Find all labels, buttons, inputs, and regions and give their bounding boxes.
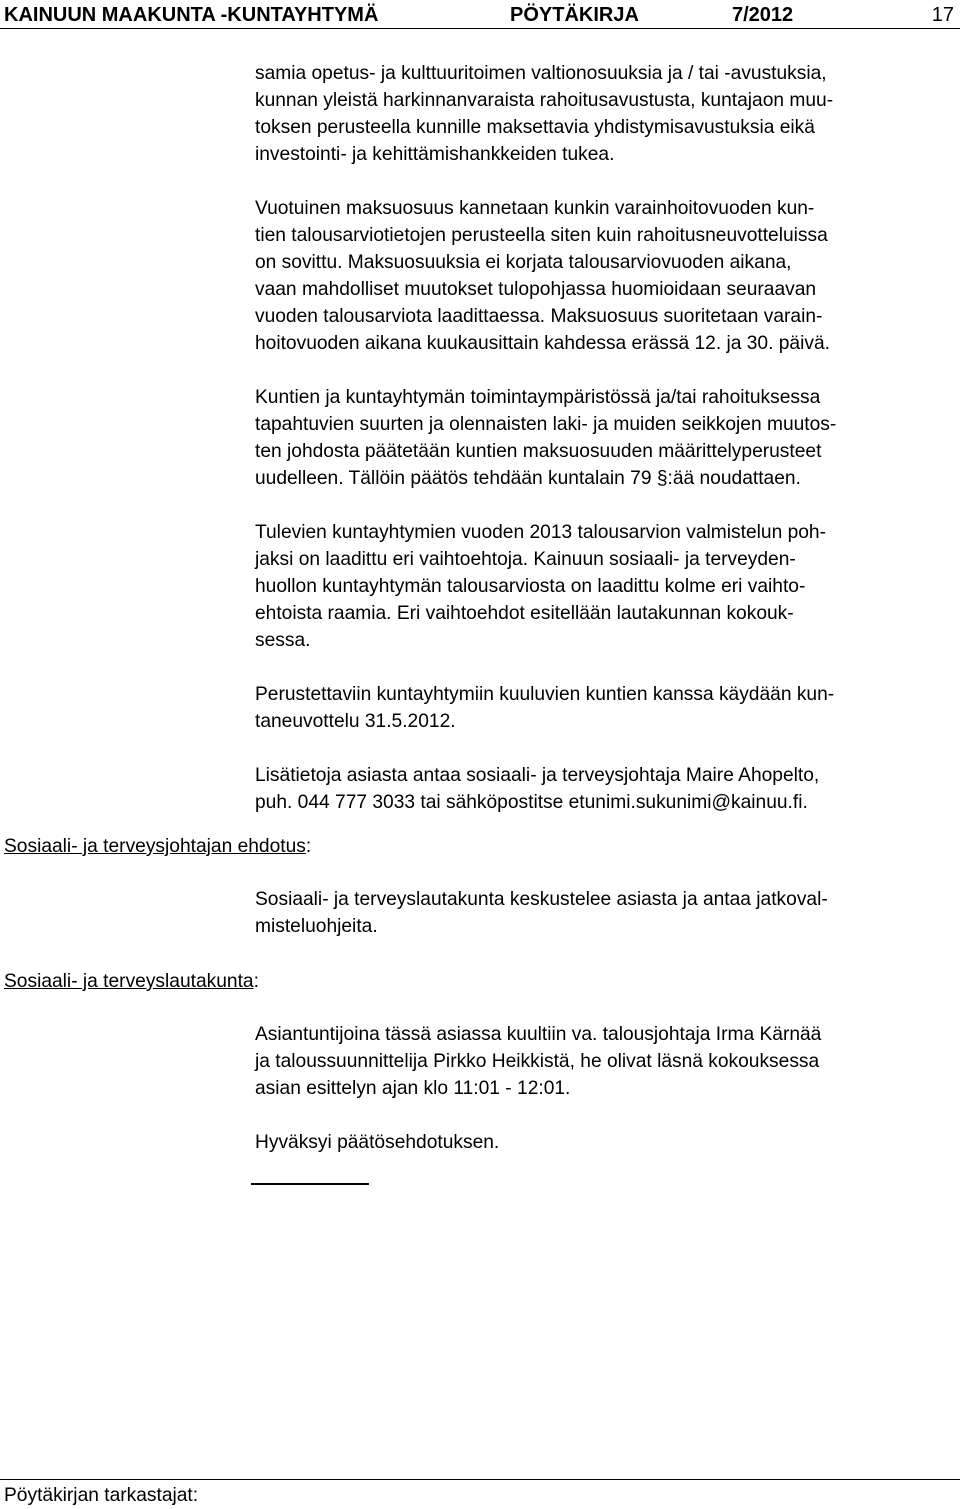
decision-end-line bbox=[251, 1183, 369, 1185]
document-number: 7/2012 bbox=[732, 4, 794, 26]
text-line: tien talousarviotietojen perusteella siten kuin rahoitusneuvotteluissa bbox=[255, 225, 828, 246]
text-line: ja taloussuunnittelija Pirkko Heikkistä, he olivat läsnä kokouksessa bbox=[255, 1051, 820, 1072]
main-text-column bbox=[255, 60, 955, 816]
paragraph-annual-contribution bbox=[255, 195, 955, 357]
text-line: taneuvottelu 31.5.2012. bbox=[255, 711, 456, 732]
page-number: 17 bbox=[931, 4, 954, 26]
text-line: jaksi on laadittu eri vaihtoehtoja. Kainuun sosiaali- ja terveyden- bbox=[255, 549, 796, 570]
text-line: Perustettaviin kuntayhtymiin kuuluvien kuntien kanssa käydään kun- bbox=[255, 684, 835, 705]
text-line: kunnan yleistä harkinnanvaraista rahoitusavustusta, kuntajaon muu- bbox=[255, 90, 834, 111]
proposal-text-column bbox=[255, 886, 955, 940]
text-line: Tulevien kuntayhtymien vuoden 2013 talousarvion valmistelun poh- bbox=[255, 522, 826, 543]
text-line: hoitovuoden aikana kuukausittain kahdessa erässä 12. ja 30. päivä. bbox=[255, 333, 830, 354]
paragraph-decision bbox=[255, 1129, 955, 1156]
paragraph-contact-info bbox=[255, 762, 955, 816]
organization-name: KAINUUN MAAKUNTA -KUNTAYHTYMÄ bbox=[4, 4, 379, 26]
decision-text-column bbox=[255, 1021, 955, 1156]
text-line: Asiantuntijoina tässä asiassa kuultiin va. talousjohtaja Irma Kärnää bbox=[255, 1024, 822, 1045]
board-section-label bbox=[4, 968, 259, 995]
text-line: ten johdosta päätetään kuntien maksuosuuden määrittelyperusteet bbox=[255, 441, 822, 462]
paragraph-environment-changes bbox=[255, 384, 955, 492]
text-line: puh. 044 777 3033 tai sähköpostitse etunimi.sukunimi@kainuu.fi. bbox=[255, 792, 808, 813]
text-line: Lisätietoja asiasta antaa sosiaali- ja terveysjohtaja Maire Ahopelto, bbox=[255, 765, 820, 786]
text-line: misteluohjeita. bbox=[255, 916, 378, 937]
text-line: vaan mahdolliset muutokset tulopohjassa huomioidaan seuraavan bbox=[255, 279, 817, 300]
paragraph-budget-alternatives bbox=[255, 519, 955, 654]
text-line: huollon kuntayhtymän talousarviosta on laadittu kolme eri vaihto- bbox=[255, 576, 806, 597]
paragraph-experts bbox=[255, 1021, 955, 1102]
text-line: sessa. bbox=[255, 630, 311, 651]
text-line: Vuotuinen maksuosuus kannetaan kunkin varainhoitovuoden kun- bbox=[255, 198, 815, 219]
footer-divider bbox=[0, 1479, 960, 1480]
proposal-section-label bbox=[4, 833, 311, 860]
document-type: PÖYTÄKIRJA bbox=[510, 4, 639, 26]
text-line: uudelleen. Tällöin päätös tehdään kuntalain 79 §:ää noudattaen. bbox=[255, 468, 801, 489]
text-line: Sosiaali- ja terveyslautakunta keskustelee asiasta ja antaa jatkoval- bbox=[255, 889, 828, 910]
paragraph-negotiation bbox=[255, 681, 955, 735]
proposal-label-text: Sosiaali- ja terveysjohtajan ehdotus bbox=[4, 836, 306, 857]
text-line: Hyväksyi päätösehdotuksen. bbox=[255, 1132, 500, 1153]
text-line: on sovittu. Maksuosuuksia ei korjata talousarviovuoden aikana, bbox=[255, 252, 792, 273]
minutes-reviewers-label: Pöytäkirjan tarkastajat: bbox=[4, 1485, 199, 1506]
header-divider bbox=[0, 28, 960, 29]
text-line: samia opetus- ja kulttuuritoimen valtionosuuksia ja / tai -avustuksia, bbox=[255, 63, 827, 84]
text-line: Kuntien ja kuntayhtymän toimintaympäristössä ja/tai rahoituksessa bbox=[255, 387, 821, 408]
board-label-text: Sosiaali- ja terveyslautakunta bbox=[4, 971, 254, 992]
text-line: toksen perusteella kunnille maksettavia yhdistymisavustuksia eikä bbox=[255, 117, 815, 138]
text-line: asian esittelyn ajan klo 11:01 - 12:01. bbox=[255, 1078, 571, 1099]
label-colon: : bbox=[253, 971, 259, 992]
label-colon: : bbox=[305, 836, 312, 857]
text-line: vuoden talousarviota laadittaessa. Maksuosuus suoritetaan varain- bbox=[255, 306, 823, 327]
paragraph-funding-exclusions bbox=[255, 60, 955, 168]
text-line: tapahtuvien suurten ja olennaisten laki- ja muiden seikkojen muutos- bbox=[255, 414, 837, 435]
text-line: ehtoista raamia. Eri vaihtoehdot esitellään lautakunnan kokouk- bbox=[255, 603, 794, 624]
text-line: investointi- ja kehittämishankkeiden tukea. bbox=[255, 144, 615, 165]
paragraph-proposal bbox=[255, 886, 955, 940]
